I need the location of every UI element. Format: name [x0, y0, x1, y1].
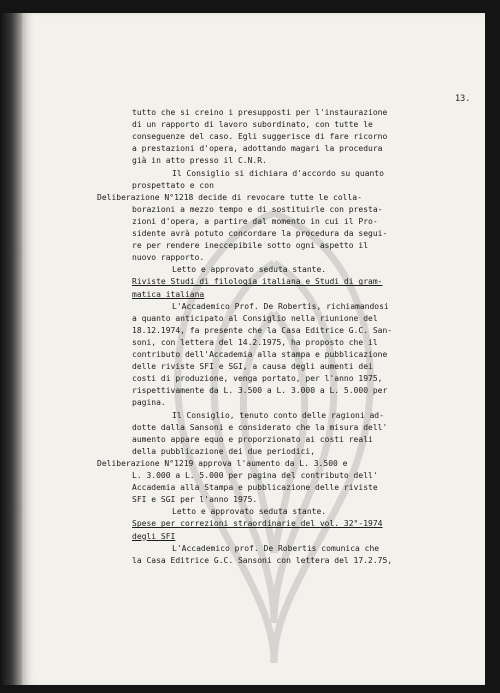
text-line: Il Consiglio si dichiara d'accordo su quanto [172, 168, 384, 178]
section-heading-line: Spese per correzioni straordinarie del vol. 32°-1974 [132, 519, 383, 529]
text-line: zioni d'opera, a partire dal momento in cui il Pro- [132, 216, 378, 226]
text-line: L'Accademico Prof. De Robertis, richiamandosi [172, 301, 389, 311]
text-line: 18.12.1974, fa presente che la Casa Editrice G.C. San- [132, 325, 393, 335]
text-line: tutto che si creino i presupposti per l'instaurazione [132, 108, 388, 117]
text-line: a quanto anticipato al Consiglio nella riunione del [132, 313, 378, 323]
text-line: delle riviste SFI e SGI, a causa degli aumenti dei [132, 362, 373, 372]
text-line: borazioni a mezzo tempo e di sostituirle con presta- [132, 204, 383, 214]
text-line: di un rapporto di lavoro subordinato, con tutte le [132, 120, 373, 130]
text-line: prospettato e con [132, 180, 214, 190]
text-line: Il Consiglio, tenuto conto delle ragioni ad- [172, 410, 384, 420]
text-line: aumento appare equo e proporzionato ai costi reali [132, 434, 373, 444]
text-line: soni, con lettera del 14.2.1975, ha proposto che il [132, 337, 378, 347]
text-line: L'Accademico prof. De Robertis comunica che [172, 543, 380, 553]
text-line: costi di produzione, venga portato, per l'anno 1975, [132, 374, 383, 384]
text-line: Deliberazione N°1218 decide di revocare tutte le colla- [97, 192, 362, 202]
section-heading-line: matica italiana [132, 289, 205, 299]
text-line: re per rendere ineccepibile sotto ogni aspetto il [132, 241, 369, 251]
text-line: conseguenze del caso. Egli suggerisce di fare ricorno [132, 132, 388, 142]
text-line: dotte dalla Sansoni e considerato che la misura dell' [132, 422, 388, 432]
text-line: SFI e SGI per l'anno 1975. [132, 495, 258, 505]
text-line: della pubblicazione dei due periodici, [132, 446, 316, 456]
text-line: Deliberazione N°1219 approva l'aumento da L. 3.500 e [97, 458, 348, 468]
text-line: pagina. [132, 398, 166, 408]
text-line: la Casa Editrice G.C. Sansoni con lettera del 17.2.75, [132, 555, 393, 565]
text-line: L. 3.000 a L. 5.000 per pagina del contributo dell' [132, 471, 378, 480]
text-line: rispettivamente da L. 3.500 a L. 3.000 a L. 5.000 per [132, 386, 388, 396]
text-line: sidente avrà potuto concordare la procedura da segui- [132, 229, 388, 238]
text-line: Letto e approvato seduta stante. [172, 507, 327, 517]
document-page [22, 13, 485, 685]
page-number: 13. [455, 94, 471, 104]
text-line: nuovo rapporto. [132, 253, 205, 263]
text-line: contributo dell'Accademia alla stampa e pubblicazione [132, 350, 388, 359]
text-line: Letto e approvato seduta stante. [172, 265, 327, 275]
text-line: già in atto presso il C.N.R. [132, 156, 267, 166]
section-heading-line: degli SFI [132, 531, 176, 541]
section-heading-line: Riviste Studi di filologia italiana e Studi di gram- [132, 277, 383, 287]
text-line: a prestazioni d'opera, adottando magari la procedura [132, 144, 383, 154]
text-line: Accademia alla Stampa e pubblicazione delle riviste [132, 483, 378, 493]
